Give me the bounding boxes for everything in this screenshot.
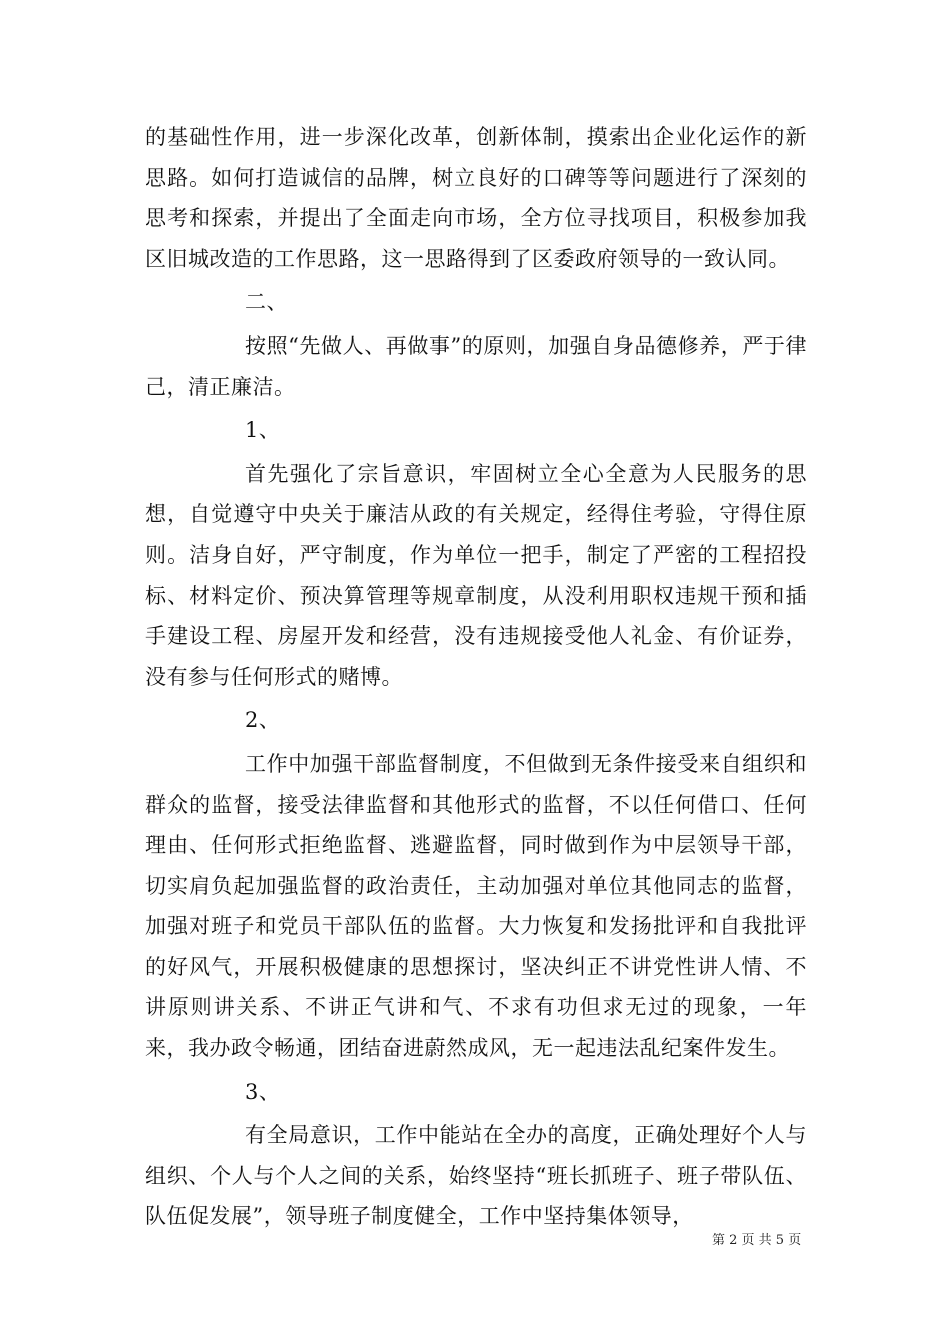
item-number-2: 2、 — [245, 708, 281, 733]
item-number-1: 1、 — [245, 418, 281, 443]
paragraph-continuation: 的基础性作用，进一步深化改革，创新体制，摸索出企业化运作的新思路。如何打造诚信的品牌，树立良好的口碑等等问题进行了深刻的思考和探索，并提出了全面走向市场，全方位寻找项目，积极参加我区旧城改造的工作思路，这一思路得到了区委政府领导的一致认同。 — [145, 125, 807, 271]
section-heading-two: 二、 — [245, 290, 288, 315]
paragraph-item-3: 有全局意识，工作中能站在全办的高度，正确处理好个人与组织、个人与个人之间的关系，始终坚持“班长抓班子、班子带队伍、队伍促发展”，领导班子制度健全，工作中坚持集体领导， — [145, 1123, 807, 1229]
paragraph-principle: 按照“先做人、再做事”的原则，加强自身品德修养，严于律己，清正廉洁。 — [145, 333, 807, 399]
item-number-3: 3、 — [245, 1079, 281, 1104]
page-footer: 第 2 页 共 5 页 — [712, 1233, 802, 1248]
document-body — [145, 117, 807, 1237]
paragraph-item-2: 工作中加强干部监督制度，不但做到无条件接受来自组织和群众的监督，接受法律监督和其他形式的监督，不以任何借口、任何理由、任何形式拒绝监督、逃避监督，同时做到作为中层领导干部，切实肩负起加强监督的政治责任，主动加强对单位其他同志的监督，加强对班子和党员干部队伍的监督。大力恢复和发扬批评和自我批评的好风气，开展积极健康的思想探讨，坚决纠正不讲党性讲人情、不讲原则讲关系、不讲正气讲和气、不求有功但求无过的现象，一年来，我办政令畅通，团结奋进蔚然成风，无一起违法乱纪案件发生。 — [145, 751, 807, 1061]
paragraph-item-1: 首先强化了宗旨意识，牢固树立全心全意为人民服务的思想，自觉遵守中央关于廉洁从政的有关规定，经得住考验，守得住原则。洁身自好，严守制度，作为单位一把手，制定了严密的工程招投标、材料定价、预决算管理等规章制度，从没利用职权违规干预和插手建设工程、房屋开发和经营，没有违规接受他人礼金、有价证券，没有参与任何形式的赌博。 — [145, 461, 807, 689]
